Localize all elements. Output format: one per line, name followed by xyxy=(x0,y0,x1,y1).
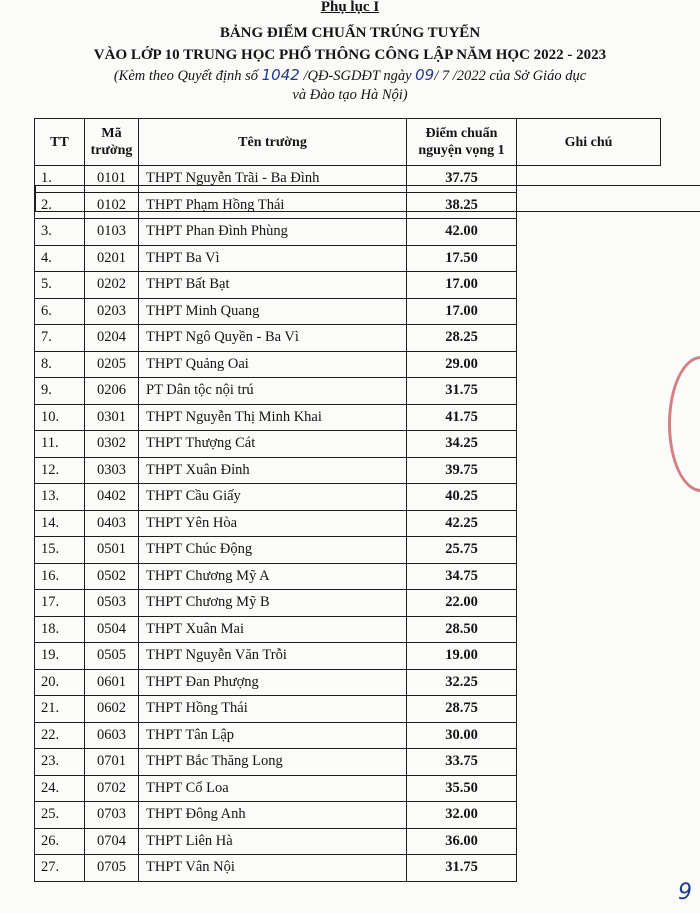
school-name: THPT Nguyễn Văn Trỗi xyxy=(139,643,407,670)
table-row xyxy=(35,802,661,829)
note-middle: /QĐ-SGDĐT ngày xyxy=(299,68,416,84)
school-name: THPT Phạm Hồng Thái xyxy=(139,192,407,219)
col-header-code-line2: trường xyxy=(90,143,133,158)
table-row xyxy=(35,404,661,431)
row-number: 20. xyxy=(35,669,85,696)
school-code: 0204 xyxy=(85,325,139,352)
cutoff-score: 28.50 xyxy=(407,616,517,643)
table-row xyxy=(35,351,661,378)
row-number: 11. xyxy=(35,431,85,458)
school-code: 0702 xyxy=(85,775,139,802)
row-number: 7. xyxy=(35,325,85,352)
school-name: THPT Ba Vì xyxy=(139,245,407,272)
school-code: 0504 xyxy=(85,616,139,643)
school-name: THPT Đan Phượng xyxy=(139,669,407,696)
cutoff-score: 42.25 xyxy=(407,510,517,537)
row-number: 1. xyxy=(35,166,85,193)
col-header-note: Ghi chú xyxy=(517,119,661,166)
row-number: 4. xyxy=(35,245,85,272)
school-name: THPT Liên Hà xyxy=(139,828,407,855)
school-name: THPT Cầu Giấy xyxy=(139,484,407,511)
school-code: 0701 xyxy=(85,749,139,776)
row-number: 14. xyxy=(35,510,85,537)
school-name: THPT Nguyễn Thị Minh Khai xyxy=(139,404,407,431)
score-table xyxy=(34,118,661,882)
document-title: BẢNG ĐIỂM CHUẨN TRÚNG TUYỂN xyxy=(219,25,481,41)
row-number: 16. xyxy=(35,563,85,590)
page-mark: 9 xyxy=(678,880,692,905)
school-code: 0203 xyxy=(85,298,139,325)
cutoff-score: 39.75 xyxy=(407,457,517,484)
school-name: THPT Chúc Động xyxy=(139,537,407,564)
cutoff-score: 17.00 xyxy=(407,272,517,299)
school-name: THPT Tân Lập xyxy=(139,722,407,749)
school-name: THPT Chương Mỹ B xyxy=(139,590,407,617)
school-code: 0302 xyxy=(85,431,139,458)
decision-number: 1042 xyxy=(261,66,300,84)
table-row xyxy=(35,298,661,325)
col-header-score-line1: Điểm chuẩn xyxy=(425,126,498,141)
row-number: 22. xyxy=(35,722,85,749)
school-name: THPT Đông Anh xyxy=(139,802,407,829)
row-number: 21. xyxy=(35,696,85,723)
school-code: 0502 xyxy=(85,563,139,590)
school-code: 0303 xyxy=(85,457,139,484)
official-seal-fragment xyxy=(668,356,700,492)
school-code: 0103 xyxy=(85,219,139,246)
table-row xyxy=(35,616,661,643)
note-line2: và Đào tạo Hà Nội) xyxy=(292,87,408,103)
cutoff-score: 28.75 xyxy=(407,696,517,723)
school-code: 0505 xyxy=(85,643,139,670)
cutoff-score: 40.25 xyxy=(407,484,517,511)
cutoff-score: 28.25 xyxy=(407,325,517,352)
school-code: 0102 xyxy=(85,192,139,219)
school-code: 0202 xyxy=(85,272,139,299)
cutoff-score: 32.25 xyxy=(407,669,517,696)
table-row xyxy=(35,590,661,617)
school-code: 0705 xyxy=(85,855,139,882)
row-number: 12. xyxy=(35,457,85,484)
school-name: THPT Xuân Mai xyxy=(139,616,407,643)
school-code: 0205 xyxy=(85,351,139,378)
cutoff-score: 42.00 xyxy=(407,219,517,246)
row-number: 10. xyxy=(35,404,85,431)
row-note xyxy=(35,185,700,213)
school-code: 0602 xyxy=(85,696,139,723)
cutoff-score: 30.00 xyxy=(407,722,517,749)
table-row xyxy=(35,484,661,511)
table-row xyxy=(35,272,661,299)
cutoff-score: 34.75 xyxy=(407,563,517,590)
school-code: 0601 xyxy=(85,669,139,696)
col-header-code-line1: Mã xyxy=(101,126,122,141)
table-row xyxy=(35,457,661,484)
cutoff-score: 22.00 xyxy=(407,590,517,617)
school-code: 0301 xyxy=(85,404,139,431)
row-number: 23. xyxy=(35,749,85,776)
cutoff-score: 35.50 xyxy=(407,775,517,802)
cutoff-score: 31.75 xyxy=(407,378,517,405)
table-row xyxy=(35,669,661,696)
table-row xyxy=(35,537,661,564)
school-code: 0603 xyxy=(85,722,139,749)
col-header-name: Tên trường xyxy=(139,119,407,166)
table-row xyxy=(35,722,661,749)
cutoff-score: 36.00 xyxy=(407,828,517,855)
row-number: 15. xyxy=(35,537,85,564)
row-number: 3. xyxy=(35,219,85,246)
row-number: 24. xyxy=(35,775,85,802)
row-number: 13. xyxy=(35,484,85,511)
school-name: THPT Ngô Quyền - Ba Vì xyxy=(139,325,407,352)
row-number: 19. xyxy=(35,643,85,670)
table-row xyxy=(35,431,661,458)
table-row xyxy=(35,378,661,405)
col-header-tt: TT xyxy=(35,119,85,166)
row-number: 8. xyxy=(35,351,85,378)
table-row xyxy=(35,775,661,802)
school-name: THPT Nguyễn Trãi - Ba Đình xyxy=(139,166,407,193)
row-number: 17. xyxy=(35,590,85,617)
cutoff-score: 41.75 xyxy=(407,404,517,431)
table-row xyxy=(35,510,661,537)
school-name: THPT Yên Hòa xyxy=(139,510,407,537)
row-number: 9. xyxy=(35,378,85,405)
school-name: THPT Chương Mỹ A xyxy=(139,563,407,590)
table-row xyxy=(35,696,661,723)
school-name: THPT Vân Nội xyxy=(139,855,407,882)
table-row xyxy=(35,643,661,670)
table-row xyxy=(35,828,661,855)
row-number: 18. xyxy=(35,616,85,643)
cutoff-score: 19.00 xyxy=(407,643,517,670)
school-name: THPT Cổ Loa xyxy=(139,775,407,802)
school-code: 0402 xyxy=(85,484,139,511)
table-header-row xyxy=(35,119,661,166)
document-subtitle: VÀO LỚP 10 TRUNG HỌC PHỔ THÔNG CÔNG LẬP NĂM HỌC 2022 - 2023 xyxy=(93,47,607,63)
school-name: THPT Thượng Cát xyxy=(139,431,407,458)
decision-note xyxy=(0,66,700,105)
cutoff-score: 31.75 xyxy=(407,855,517,882)
school-code: 0704 xyxy=(85,828,139,855)
school-code: 0201 xyxy=(85,245,139,272)
school-name: THPT Bất Bạt xyxy=(139,272,407,299)
table-row xyxy=(35,219,661,246)
row-number: 5. xyxy=(35,272,85,299)
school-name: THPT Bắc Thăng Long xyxy=(139,749,407,776)
school-name: PT Dân tộc nội trú xyxy=(139,378,407,405)
decision-day: 09 xyxy=(415,66,435,84)
school-code: 0503 xyxy=(85,590,139,617)
cutoff-score: 38.25 xyxy=(407,192,517,219)
cutoff-score: 34.25 xyxy=(407,431,517,458)
school-name: THPT Xuân Đỉnh xyxy=(139,457,407,484)
table-row xyxy=(35,563,661,590)
school-name: THPT Phan Đình Phùng xyxy=(139,219,407,246)
school-name: THPT Quảng Oai xyxy=(139,351,407,378)
appendix-label: Phụ lục I xyxy=(320,0,380,15)
cutoff-score: 17.50 xyxy=(407,245,517,272)
cutoff-score: 37.75 xyxy=(407,166,517,193)
col-header-code xyxy=(85,119,139,166)
col-header-score xyxy=(407,119,517,166)
table-row xyxy=(35,855,661,882)
note-prefix: (Kèm theo Quyết định số xyxy=(113,68,262,84)
row-number: 2. xyxy=(35,192,85,219)
row-number: 26. xyxy=(35,828,85,855)
row-number: 6. xyxy=(35,298,85,325)
col-header-score-line2: nguyện vọng 1 xyxy=(418,143,505,158)
cutoff-score: 32.00 xyxy=(407,802,517,829)
row-number: 25. xyxy=(35,802,85,829)
note-suffix: / 7 /2022 của Sở Giáo dục xyxy=(434,68,587,84)
table-row xyxy=(35,749,661,776)
cutoff-score: 29.00 xyxy=(407,351,517,378)
school-code: 0703 xyxy=(85,802,139,829)
row-number: 27. xyxy=(35,855,85,882)
school-code: 0101 xyxy=(85,166,139,193)
school-code: 0501 xyxy=(85,537,139,564)
cutoff-score: 17.00 xyxy=(407,298,517,325)
table-row xyxy=(35,245,661,272)
school-name: THPT Hồng Thái xyxy=(139,696,407,723)
cutoff-score: 33.75 xyxy=(407,749,517,776)
school-name: THPT Minh Quang xyxy=(139,298,407,325)
school-code: 0206 xyxy=(85,378,139,405)
school-code: 0403 xyxy=(85,510,139,537)
cutoff-score: 25.75 xyxy=(407,537,517,564)
table-row xyxy=(35,325,661,352)
